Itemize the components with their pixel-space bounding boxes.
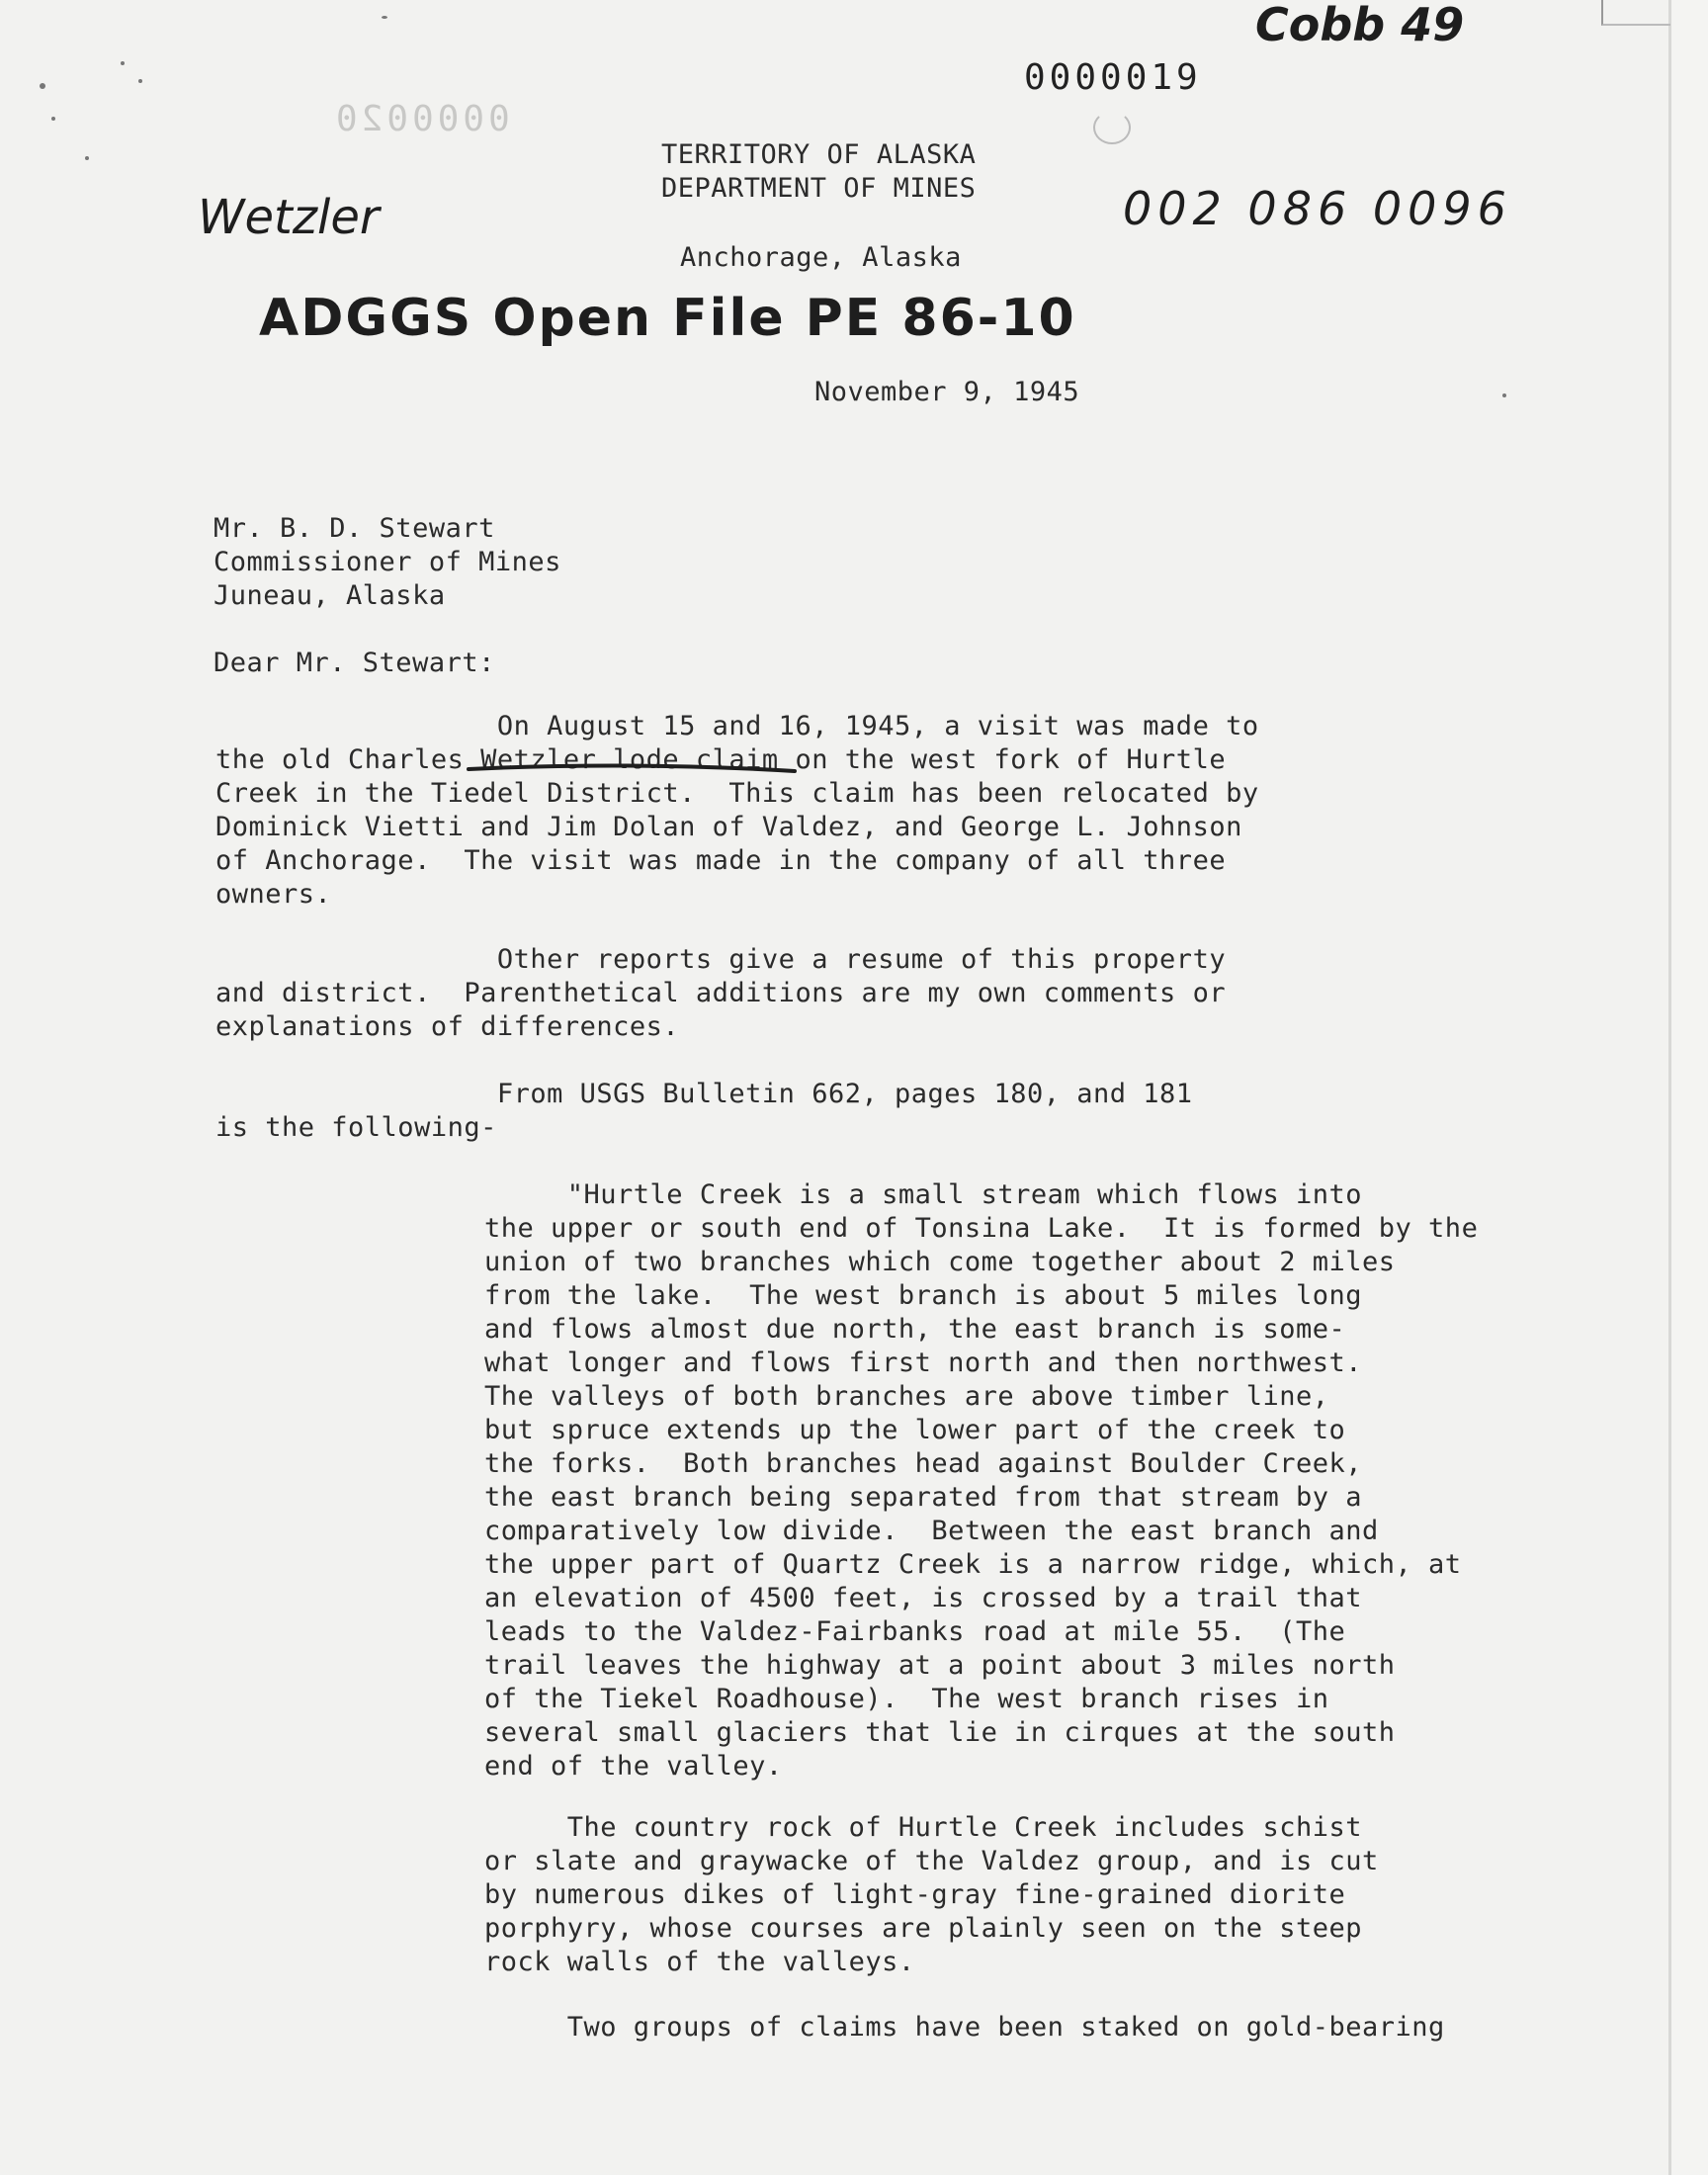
- handwritten-wetzler: Wetzler: [198, 190, 380, 245]
- recipient-title: Commissioner of Mines: [214, 547, 561, 577]
- ghost-stamp-number: 0000020: [332, 99, 510, 139]
- letter-date: November 9, 1945: [814, 377, 1080, 407]
- stamp-mark: [1093, 111, 1131, 144]
- letterhead-location: Anchorage, Alaska: [680, 242, 962, 273]
- handwritten-file-number: 002 086 0096: [1123, 182, 1512, 235]
- speck: [382, 16, 387, 19]
- paragraph-source: From USGS Bulletin 662, pages 180, and 181 is the following-: [215, 1079, 1193, 1143]
- quote-country-rock: The country rock of Hurtle Creek includes schist or slate and graywacke of the Valdez group, and is cut by numerous dikes of light-gray fine-grained diorite porphyry, whose courses are plainly seen on the steep rock walls of the valleys.: [484, 1812, 1379, 1977]
- paragraph-visit: On August 15 and 16, 1945, a visit was made to the old Charles Wetzler lode claim on the west fork of Hurtle Creek in the Tiedel District. This claim has been relocated by Dominick Vietti and Jim Dolan of Valdez, and George L. Johnson of Anchorage. The visit was made in the company of all three owners.: [215, 711, 1259, 910]
- recipient-name: Mr. B. D. Stewart: [214, 513, 495, 544]
- letterhead-territory: TERRITORY OF ALASKA: [661, 139, 977, 170]
- salutation: Dear Mr. Stewart:: [214, 648, 495, 678]
- speck: [121, 61, 125, 65]
- stamp-number: 0000019: [1024, 57, 1202, 98]
- handwritten-open-file-label: ADGGS Open File PE 86-10: [259, 289, 1076, 348]
- quote-hurtle-creek: "Hurtle Creek is a small stream which flows into the upper or south end of Tonsina Lake. It is formed by the union of two branches which come together about 2 miles from the lake. The west branch is about 5 miles long and flows almost due north, the east branch is some- what longer and flows first north and then northwest. The valleys of both branches are above timber line, but spruce extends up the lower part of the creek to the forks. Both branches head against Boulder Creek, the east branch being separated from that stream by a comparatively low divide. Between the east branch and the upper part of Quartz Creek is a narrow ridge, which, at an elevation of 4500 feet, is crossed by a trail that leads to the Valdez-Fairbanks road at mile 55. (The trail leaves the highway at a point about 3 miles north of the Tiekel Roadhouse). The west branch rises in several small glaciers that lie in cirques at the south end of the valley.: [484, 1179, 1479, 1782]
- letterhead-department: DEPARTMENT OF MINES: [661, 173, 977, 204]
- recipient-location: Juneau, Alaska: [214, 580, 446, 611]
- speck: [40, 83, 45, 89]
- speck: [85, 156, 89, 160]
- corner-artifact: [1601, 0, 1670, 26]
- quote-claims: Two groups of claims have been staked on gold-bearing: [484, 2012, 1445, 2043]
- speck: [138, 79, 142, 83]
- speck: [1502, 393, 1506, 397]
- speck: [51, 117, 55, 121]
- paragraph-reports: Other reports give a resume of this property and district. Parenthetical additions are my own comments or explanations of differences.: [215, 944, 1227, 1042]
- handwritten-cobb-note: Cobb 49: [1255, 0, 1465, 51]
- wetzler-underline: [465, 759, 801, 779]
